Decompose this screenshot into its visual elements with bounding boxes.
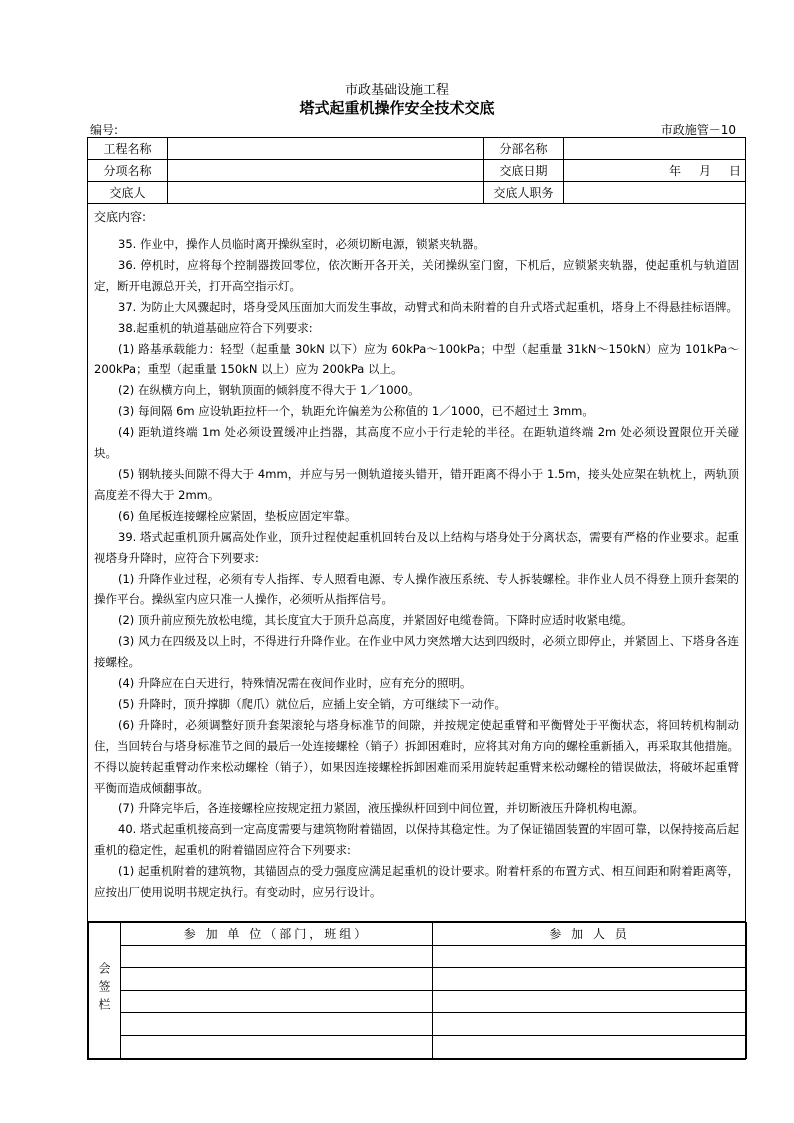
content-paragraph: (1) 起重机附着的建筑物，其锚固点的受力强度应满足起重机的设计要求。附着杆系的布置方式、相互间距和附着距离等，应按出厂使用说明书规定执行。有变动时，应另行设计。 <box>94 864 739 900</box>
date-day: 日 <box>728 164 741 178</box>
signoff-table <box>88 922 747 1059</box>
content-paragraph: (1) 路基承载能力：轻型（起重量 30kN 以下）应为 60kPa～100kPa；中型（起重量 31kN～150kN）应为 101kPa～200kPa；重型（起重量 150kN 以上）应为 200kPa 以上。 <box>94 341 739 377</box>
presenter-label: 交底人 <box>88 182 168 204</box>
document-title: 塔式起重机操作安全技术交底 <box>299 99 495 117</box>
presenter-value[interactable] <box>168 182 484 204</box>
position-value[interactable] <box>564 182 746 204</box>
content-paragraph: (3) 风力在四级及以上时，不得进行升降作业。在作业中风力突然增大达到四级时，必须立即停止，并紧固上、下塔身各连接螺栓。 <box>94 634 739 670</box>
number-label: 编号: <box>90 123 119 137</box>
content-paragraph: (1) 升降作业过程，必须有专人指挥、专人照看电源、专人操作液压系统、专人拆装螺栓。非作业人员不得登上顶升套架的操作平台。操纵室内应只准一人操作，必须听从指挥信号。 <box>94 571 739 607</box>
item-name-value[interactable] <box>168 160 484 182</box>
item-name-label: 分项名称 <box>88 160 168 182</box>
date-year: 年 <box>668 164 681 178</box>
document-subtitle: 市政基础设施工程 <box>344 83 449 98</box>
person-cell[interactable] <box>433 945 747 968</box>
position-label: 交底人职务 <box>484 182 564 204</box>
date-label: 交底日期 <box>484 160 564 182</box>
presenter-row <box>88 182 746 204</box>
unit-cell[interactable] <box>121 945 433 968</box>
person-cell[interactable] <box>433 1013 747 1036</box>
person-cell[interactable] <box>433 1035 747 1058</box>
content-paragraph: (6) 升降时，必须调整好顶升套架滚轮与塔身标准节的间隙，并按规定使起重臂和平衡臂处于平衡状态，将回转机构制动住，当回转台与塔身标准节之间的最后一处连接螺栓（销子）拆卸困难时，应将其对角方向的螺栓重新插入，再采取其他措施。不得以旋转起重臂动作来松动螺栓（销子），如果因连接螺栓拆卸困难而采用旋转起重臂来松动螺栓的错误做法，将破坏起重臂平衡而造成倾翻事故。 <box>94 717 739 795</box>
signoff-section <box>88 922 746 1060</box>
unit-cell[interactable] <box>121 1013 433 1036</box>
date-month: 月 <box>698 164 711 178</box>
content-paragraph: 39. 塔式起重机顶升属高处作业，顶升过程使起重机回转台及以上结构与塔身处于分离状态，需要有严格的作业要求。起重视塔身升降时，应符合下列要求: <box>94 529 739 565</box>
item-row <box>88 160 746 182</box>
content-paragraph: (5) 升降时，顶升撑脚（爬爪）就位后，应插上安全销，方可继续下一动作。 <box>118 696 506 711</box>
content-paragraph: (6) 鱼尾板连接螺栓应紧固，垫板应固定牢靠。 <box>118 508 357 523</box>
disclosure-form <box>87 137 746 1060</box>
content-paragraph: (2) 顶升前应预先放松电缆，其长度宜大于顶升总高度，并紧固好电缆卷筒。下降时应适时收紧电缆。 <box>118 613 633 628</box>
sub-project-value[interactable] <box>564 138 746 160</box>
date-value[interactable] <box>564 160 746 182</box>
content-paragraph: (5) 钢轨接头间隙不得大于 4mm，并应与另一侧轨道接头错开，错开距离不得小于 1.5m，接头处应架在轨枕上，两轨顶高度差不得大于 2mm。 <box>94 466 739 502</box>
content-cell <box>88 204 746 922</box>
project-row <box>88 138 746 160</box>
project-name-label: 工程名称 <box>88 138 168 160</box>
content-paragraph: 35. 作业中，操作人员临时离开操纵室时，必须切断电源，锁紧夹轨器。 <box>118 237 485 251</box>
content-paragraph: 40. 塔式起重机接高到一定高度需要与建筑物附着锚固，以保持其稳定性。为了保证锚固装置的牢固可靠，以保持接高后起重机的稳定性，起重机的附着锚固应符合下列要求: <box>94 822 739 858</box>
unit-column-header: 参 加 单 位（部门，班组） <box>121 923 433 946</box>
person-column-header: 参 加 人 员 <box>433 923 747 946</box>
content-row <box>88 204 746 922</box>
form-code: 市政施管－10 <box>660 123 736 137</box>
content-paragraph: (7) 升降完毕后，各连接螺栓应按规定扭力紧固，液压操纵杆回到中间位置，并切断液压升降机构电源。 <box>118 801 644 816</box>
signoff-label-cell <box>89 923 121 1059</box>
sub-project-label: 分部名称 <box>484 138 564 160</box>
content-paragraph: (4) 距轨道终端 1m 处必须设置缓冲止挡器，其高度不应小于行走轮的半径。在距轨道终端 2m 处必须设置限位开关碰块。 <box>94 425 739 461</box>
content-label: 交底内容: <box>94 210 147 224</box>
person-cell[interactable] <box>433 968 747 991</box>
project-name-value[interactable] <box>168 138 484 160</box>
unit-cell[interactable] <box>121 968 433 991</box>
content-paragraph: 36. 停机时，应将每个控制器拨回零位，依次断开各开关，关闭操纵室门窗，下机后，应锁紧夹轨器，使起重机与轨道固定，断开电源总开关，打开高空指示灯。 <box>94 257 739 293</box>
content-body <box>94 234 739 903</box>
person-cell[interactable] <box>433 990 747 1013</box>
unit-cell[interactable] <box>121 990 433 1013</box>
content-paragraph: (2) 在纵横方向上，钢轨顶面的倾斜度不得大于 1／1000。 <box>118 383 420 398</box>
signoff-label: 会签栏 <box>97 961 111 1016</box>
content-paragraph: 37. 为防止大风骤起时，塔身受风压面加大而发生事故，动臂式和尚未附着的自升式塔式起重机，塔身上不得悬挂标语牌。 <box>118 299 738 314</box>
content-paragraph: (3) 每间隔 6m 应设轨距拉杆一个，轨距允许偏差为公称值的 1／1000，已不超过土 3mm。 <box>118 404 594 419</box>
content-paragraph: 38.起重机的轨道基础应符合下列要求: <box>118 320 313 335</box>
content-paragraph: (4) 升降应在白天进行，特殊情况需在夜间作业时，应有充分的照明。 <box>118 676 472 691</box>
unit-cell[interactable] <box>121 1035 433 1058</box>
signoff-row <box>88 922 746 1060</box>
